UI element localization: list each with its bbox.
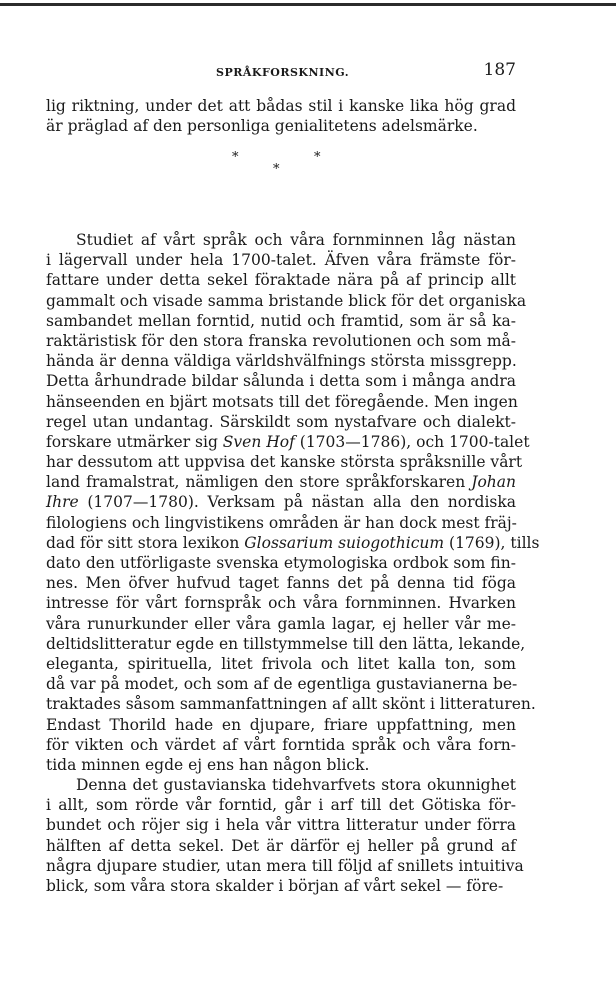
text-line bbox=[46, 795, 516, 815]
text-run: (1769), tills bbox=[444, 533, 540, 552]
text-line: är präglad af den personliga genialitetens adelsmärke. bbox=[46, 117, 478, 136]
asterisk: * bbox=[273, 162, 280, 177]
text-run: Detta århundrade bildar sålunda i detta som i många andra bbox=[46, 372, 516, 391]
text-line bbox=[46, 876, 516, 896]
text-line bbox=[46, 472, 516, 492]
text-line bbox=[46, 533, 540, 553]
text-run: traktades såsom sammanfattningen af allt skönt i litteraturen. bbox=[46, 695, 536, 714]
top-rule bbox=[0, 3, 616, 6]
page-header bbox=[46, 60, 516, 84]
text-run: hända är denna väldiga världshvälfnings största missgrepp. bbox=[46, 352, 517, 371]
text-run: Endast Thorild hade en djupare, friare uppfattning, men bbox=[46, 715, 516, 734]
text-run: har dessutom att uppvisa det kanske största språksnille vårt bbox=[46, 453, 523, 472]
text-line bbox=[46, 856, 524, 876]
text-run: land framalstrat, nämligen den store språkforskaren bbox=[46, 473, 472, 492]
text-line bbox=[46, 836, 516, 856]
text-line bbox=[46, 674, 516, 694]
asterisk: * bbox=[232, 150, 239, 165]
text-line bbox=[46, 331, 516, 351]
text-run: hälften af detta sekel. Det är därför ej heller på grund af bbox=[46, 836, 516, 855]
running-title: SPRÅKFORSKNING. bbox=[216, 66, 350, 79]
text-run: nes. Men öfver hufvud taget fanns det på denna tid föga bbox=[46, 574, 516, 593]
italic-name: Sven Hof bbox=[222, 432, 295, 451]
text-line bbox=[46, 553, 516, 573]
paragraph-1 bbox=[46, 230, 540, 775]
text-line bbox=[46, 634, 526, 654]
text-line bbox=[46, 351, 516, 371]
text-run: hänseenden en bjärt motsats till det föregående. Men ingen bbox=[46, 392, 518, 411]
text-line bbox=[46, 392, 516, 412]
text-run: i lägervall under hela 1700-talet. Äfven våra främste för- bbox=[46, 251, 516, 270]
text-run: gammalt och visade samma bristande blick för det organiska bbox=[46, 291, 527, 310]
text-line bbox=[46, 715, 516, 735]
text-run: raktäristisk för den stora franska revolutionen och som må- bbox=[46, 331, 516, 350]
text-run: sambandet mellan forntid, nutid och framtid, som är så ka- bbox=[46, 311, 516, 330]
text-run: dato den utförligaste svenska etymologiska ordbok som fin- bbox=[46, 554, 516, 572]
text-line: lig riktning, under det att bådas stil i kanske lika hög grad bbox=[46, 97, 516, 115]
text-line bbox=[46, 270, 516, 290]
text-line bbox=[46, 593, 516, 613]
text-line bbox=[46, 250, 516, 270]
text-run: bundet och röjer sig i hela vår vittra litteratur under förra bbox=[46, 816, 516, 835]
text-line bbox=[46, 371, 516, 391]
text-run: deltidslitteratur egde en tillstymmelse till den lätta, lekande, bbox=[46, 634, 526, 653]
text-run: (1707—1780). Verksam på nästan alla den nordiska bbox=[78, 493, 516, 512]
text-line bbox=[46, 755, 516, 775]
text-run: våra runurkunder eller våra gamla lagar, ej heller vår me- bbox=[46, 614, 516, 633]
text-line bbox=[46, 735, 516, 755]
text-run: dad för sitt stora lexikon bbox=[46, 533, 245, 552]
text-line bbox=[46, 513, 516, 533]
text-run: tida minnen egde ej ens han någon blick. bbox=[46, 755, 370, 774]
text-run: forskare utmärker sig bbox=[46, 432, 223, 451]
text-run: fattare under detta sekel föraktade nära på af princip allt bbox=[46, 271, 516, 290]
page-number: 187 bbox=[483, 60, 516, 80]
text-run: regel utan undantag. Särskildt som nystafvare och dialekt- bbox=[46, 412, 516, 431]
text-run: i allt, som rörde vår forntid, går i arf till det Götiska för- bbox=[46, 796, 516, 815]
text-line bbox=[46, 311, 516, 331]
text-run: för vikten och värdet af vårt forntida språk och våra forn- bbox=[46, 735, 516, 754]
asterisk: * bbox=[314, 150, 321, 165]
paragraph-2 bbox=[46, 775, 524, 896]
text-run: intresse för vårt fornspråk och våra fornminnen. Hvarken bbox=[46, 594, 516, 613]
text-run: filologiens och lingvistikens områden är han dock mest fräj- bbox=[46, 513, 517, 532]
text-line bbox=[46, 614, 516, 634]
section-separator bbox=[226, 150, 336, 180]
italic-name: Glossarium suiogothicum bbox=[244, 533, 445, 552]
text-run: blick, som våra stora skalder i början af vårt sekel — före- bbox=[46, 876, 504, 895]
text-line bbox=[46, 815, 516, 835]
text-run: några djupare studier, utan mera till följd af snillets intuitiva bbox=[46, 856, 524, 875]
text-line bbox=[46, 694, 536, 714]
text-run: eleganta, spirituella, litet frivola och litet kalla ton, som bbox=[46, 654, 516, 673]
text-line bbox=[46, 412, 516, 432]
continued-paragraph bbox=[46, 96, 516, 136]
italic-name: Johan bbox=[471, 473, 516, 492]
text-line bbox=[46, 452, 523, 472]
text-line bbox=[46, 492, 516, 512]
text-line bbox=[46, 291, 527, 311]
text-line bbox=[46, 432, 530, 452]
text-line bbox=[46, 654, 516, 674]
text-line bbox=[46, 775, 516, 795]
text-run: (1703—1786), och 1700-talet bbox=[294, 432, 530, 451]
italic-name: Ihre bbox=[46, 493, 79, 512]
text-line bbox=[46, 573, 516, 593]
text-run: då var på modet, och som af de egentliga gustavianerna be- bbox=[46, 675, 518, 694]
text-line bbox=[46, 230, 516, 250]
text-run: Denna det gustavianska tidehvarfvets stora okunnighet bbox=[76, 776, 516, 794]
text-run: Studiet af vårt språk och våra fornminnen låg nästan bbox=[76, 231, 516, 249]
